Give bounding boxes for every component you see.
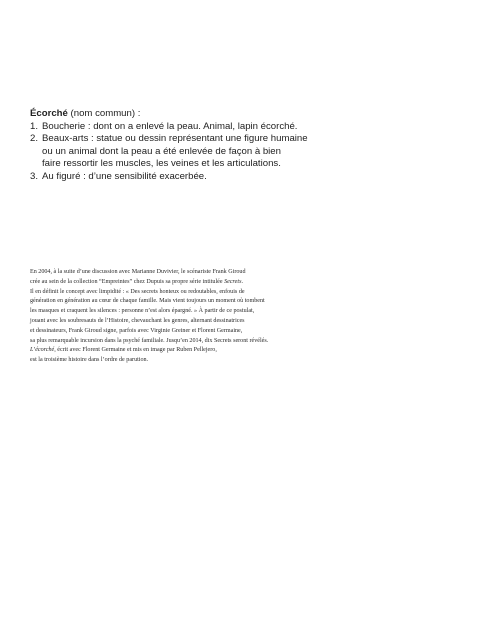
definition-line: ou un animal dont la peau a été enlevée de façon à bien (42, 145, 281, 157)
blurb-line: génération en génération au cœur de chaque famille. Mais vient toujours un moment où tombent (30, 298, 265, 305)
blurb-text: . (241, 278, 243, 285)
blurb-text: crée au sein de la collection “Empreintes” chez Dupuis sa propre série intitulée (30, 278, 225, 285)
definition-line: Au figuré : d’une sensibilité exacerbée. (42, 170, 207, 182)
definition-number: 3. (30, 170, 39, 182)
series-title: Secrets (224, 278, 242, 285)
definition-line: faire ressortir les muscles, les veines et les articulations. (42, 158, 281, 170)
definition-item (30, 121, 430, 134)
definition-line: Boucherie : dont on a enlevé la peau. Animal, lapin écorché. (42, 120, 298, 132)
definition-number: 2. (30, 133, 39, 145)
blurb-line: et dessinateurs, Frank Giroud signe, parfois avec Virginie Greiner et Florent Germaine, (30, 327, 243, 334)
definition-line: Beaux-arts : statue ou dessin représentant une figure humaine (42, 133, 308, 145)
blurb-line: En 2004, à la suite d’une discussion avec Marianne Duvivier, le scénariste Frank Giroud (30, 269, 246, 275)
definition-term: Écorché (30, 108, 68, 119)
blurb-line: est la troisième histoire dans l’ordre de parution. (30, 357, 149, 364)
blurb-line: les masques et craquent les silences : personne n’est alors épargné. » À partir de ce postulat, (30, 308, 255, 315)
definition-heading (30, 108, 430, 121)
definition-text (42, 171, 430, 184)
definition-item (30, 171, 430, 184)
definition-list (30, 121, 430, 184)
blurb-line (30, 346, 440, 356)
blurb-line: Il en définit le concept avec limpidité : « Des secrets honteux ou redoutables, enfouis de (30, 288, 245, 295)
definition-item (30, 133, 430, 171)
definition-number: 1. (30, 120, 39, 132)
blurb-line: sa plus remarquable incursion dans la psyché familiale. Jusqu’en 2014, dix Secrets seront révélés. (30, 337, 269, 344)
series-blurb-paragraph (30, 268, 440, 366)
book-title: L’écorché (30, 347, 55, 354)
blurb-line (30, 278, 440, 288)
definition-part-of-speech: (nom commun) : (67, 108, 141, 119)
dictionary-definition (30, 108, 430, 184)
definition-text (42, 121, 430, 134)
blurb-line: jouant avec les soubresauts de l’Histoire, chevauchant les genres, alternant dessinatrices (30, 317, 245, 324)
blurb-text: , écrit avec Florent Germaine et mis en image par Ruben Pellejero, (54, 347, 217, 354)
definition-text (42, 133, 430, 171)
